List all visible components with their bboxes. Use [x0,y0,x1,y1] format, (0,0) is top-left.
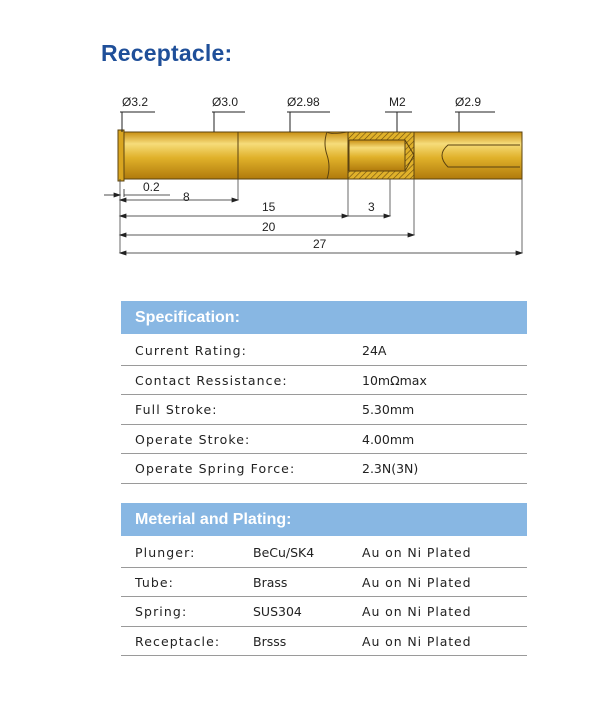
material-name: SUS304 [253,604,302,619]
page-title: Receptacle: [101,40,233,66]
material-header: Meterial and Plating: [121,503,527,536]
dimension-label-3: 3 [368,200,375,214]
tube-flange [118,130,124,181]
table-row [121,336,527,366]
spec-label: Operate Stroke: [135,431,251,447]
diameter-label-5: Ø2.9 [455,95,482,109]
spec-label: Operate Spring Force: [135,461,296,476]
material-plating: Au on Ni Plated [362,545,472,560]
specification-table [121,301,527,484]
material-table [121,503,527,656]
material-name: BeCu/SK4 [253,545,315,560]
dimension-label-8: 8 [183,190,190,204]
receptacle-drawing [0,85,594,265]
material-part: Tube: [135,574,174,590]
spec-label: Contact Ressistance: [135,372,288,388]
spec-label: Current Rating: [135,343,247,358]
table-row [121,538,527,568]
spec-value: 24A [362,343,387,358]
material-part: Spring: [135,604,188,619]
table-row [121,425,527,455]
diameter-label-4: M2 [389,95,406,109]
diameter-label-1: Ø3.2 [122,95,149,109]
material-plating: Au on Ni Plated [362,633,472,649]
thread-bore [349,140,405,171]
table-row [121,627,527,657]
material-plating: Au on Ni Plated [362,604,472,619]
specification-header: Specification: [121,301,527,334]
table-row [121,454,527,484]
dimension-label-0-2: 0.2 [143,180,160,194]
diameter-label-3: Ø2.98 [287,95,320,109]
spec-value: 10mΩmax [362,372,427,388]
table-row [121,366,527,396]
dimension-label-20: 20 [262,220,276,234]
spec-value: 4.00mm [362,431,415,447]
material-name: Brsss [253,633,287,649]
dimension-label-15: 15 [262,200,276,214]
material-name: Brass [253,574,288,590]
material-part: Receptacle: [135,633,221,649]
dimension-label-27: 27 [313,237,327,251]
spec-value: 2.3N(3N) [362,461,419,476]
material-plating: Au on Ni Plated [362,574,472,590]
table-row [121,568,527,598]
tube-body [120,132,522,179]
diameter-label-2: Ø3.0 [212,95,239,109]
table-row [121,597,527,627]
spec-value: 5.30mm [362,402,415,417]
spec-label: Full Stroke: [135,402,218,417]
table-row [121,395,527,425]
material-part: Plunger: [135,545,196,560]
